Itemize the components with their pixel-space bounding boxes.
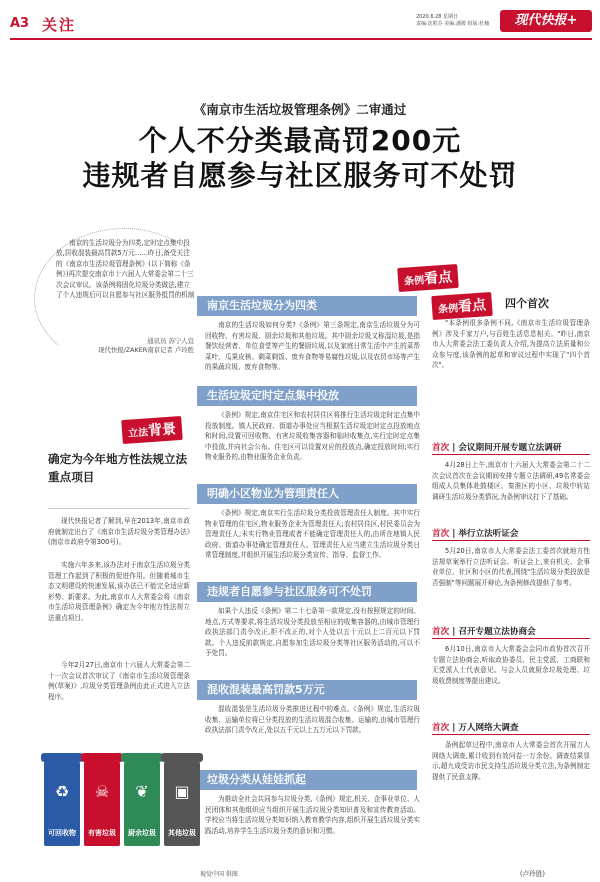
- tag-main: 条例: [437, 303, 459, 316]
- trash-bins-photo: [44, 740, 204, 870]
- credit-correspondent: 通讯员 苏宁人宣: [147, 337, 194, 345]
- tag-sub: 看点: [423, 269, 453, 288]
- summary-text: 南京的生活垃圾分为四类,定时定点集中投放,居收混装最高罚款5万元……昨日,备受关注的《南京市生活垃圾管理条例》(以下简称《条例》)再次提交南京市十六届人大常委会第二十三次会议审议。该条例将固化垃圾分类做法,建立了个人违规后可以自愿参与社区服务抵罚的机制: [56, 239, 195, 300]
- right-column-title: 四个首次: [505, 297, 549, 310]
- section-heading: 垃圾分类从娃娃抓起: [197, 770, 417, 790]
- bin-other: [164, 760, 200, 846]
- first-body: 5月20日,南京市人大常委会法工委首次就地方性法规草案举行立法听证会。听证会上,来自机关、企事业单位、社区和小区的代表,围绕"生活垃圾分类投放是否强制"等问题展开辩论,为条例修改提供了参考。: [432, 547, 590, 587]
- left-heading: 确定为今年地方性法规立法重点项目: [48, 452, 188, 484]
- bin-label: 厨余垃圾: [128, 829, 156, 837]
- headline-kicker: 《南京市生活垃圾管理条例》二审通过: [193, 102, 407, 117]
- first-body: 4月28日上午,南京市十六届人大常委会第二十二次会议首次在会议期间安排专题立法调研,49名常委会组成人员集体赴鼓楼区、秦淮区的小区、垃圾中转站调研生活垃圾分类情况,为条例审议打下了基础。: [432, 461, 590, 501]
- section-name: 关注: [42, 16, 77, 34]
- other-waste-icon: ▣: [174, 782, 190, 801]
- first-heading-text: 万人网络大调查: [458, 723, 519, 733]
- headline-title-line1: 个人不分类最高罚200元: [138, 124, 462, 157]
- bin-recyclable: [44, 760, 80, 846]
- first-heading: 首次 | 召开专题立法协商会: [432, 626, 590, 639]
- first-heading-text: 召开专题立法协商会: [458, 627, 536, 637]
- left-paragraph: 现代快报记者了解到,早在2013年,南京市政府就制定出台了《南京市生活垃圾分类管理办法》(南京市政府令第300号)。: [48, 517, 190, 547]
- credit-reporter: 现代快报/ZAKER南京记者 卢玲胜: [98, 346, 194, 354]
- left-paragraph: 今年2月27日,南京市十六届人大常委会第二十一次会议首次审议了《南京市生活垃圾管理条例(草案)》,垃圾分类管理条例由此正式进入立法程序。: [48, 661, 190, 701]
- header-meta: [416, 14, 489, 28]
- page-code: A3: [10, 16, 30, 31]
- left-divider: [48, 508, 190, 509]
- right-sign: (卢玲胜): [520, 870, 545, 878]
- first-body: 6月10日,南京市人大常委会会同市政协首次召开专题立法协商会,听取政协委员、民主党派、工商联和无党派人士代表意见。与会人员就厨余垃圾处理、垃圾收费制度等提出建议。: [432, 645, 590, 685]
- section-body: 为推动全社会共同参与垃圾分类,《条例》规定,机关、企事业单位、人民团体和其他组织应当组织开展生活垃圾分类知识普及和宣传教育活动。学校应当将生活垃圾分类知识纳入教育教学内容,组织开展生活垃圾分类实践活动,培养学生生活垃圾分类的意识和习惯。: [205, 795, 421, 835]
- first-heading-text: 会议期间开展专题立法调研: [458, 443, 562, 453]
- first-heading: 首次 | 会议期间开展专题立法调研: [432, 442, 590, 455]
- section-body: 南京的生活垃圾如何分类?《条例》第三条规定,南京生活垃圾分为可回收物、有害垃圾、厨余垃圾和其他垃圾。其中厨余垃圾又称湿垃圾,是指餐饮经营者、单位食堂等产生的餐厨垃圾,以及家庭日常生活中产生的菜帮菜叶、瓜果皮核、剩菜剩饭、废弃食物等易腐性垃圾,以及农贸市场等产生的果蔬垃圾、废弃食物等。: [205, 321, 420, 372]
- first-heading-text: 举行立法听证会: [458, 529, 519, 539]
- bin-lid: [121, 753, 163, 762]
- section-body: 《条例》规定,南京住宅区和农村居住区将推行生活垃圾定时定点集中投放制度。镇人民政府、街道办事处应当根据生活垃圾定时定点投放地点和时间,设置可回收物、有害垃圾收集容器和临时收集点,实行定时定点集中投放,并向社会公布。住宅区可以设置对应的投放点,确定投放时间;实行物业服务的,由物业服务企业负责。: [205, 411, 420, 462]
- headline-title-line2: 违规者自愿参与社区服务可不处罚: [82, 159, 518, 192]
- tag-main: 立法: [127, 427, 149, 440]
- section-heading: 混收混装最高罚款5万元: [197, 680, 417, 700]
- first-label: 首次: [432, 529, 450, 539]
- bin-lid: [161, 753, 203, 762]
- section-heading: 违规者自愿参与社区服务可不处罚: [197, 582, 417, 602]
- first-heading: 首次 | 举行立法听证会: [432, 528, 590, 541]
- masthead: [0, 0, 600, 44]
- photo-credit: 视觉中国 供图: [200, 871, 238, 878]
- first-label: 首次: [432, 443, 450, 453]
- first-label: 首次: [432, 627, 450, 637]
- bin-label: 有害垃圾: [88, 829, 116, 837]
- bin-lid: [81, 753, 123, 762]
- section-body: 混收混装是生活垃圾分类推进过程中的难点。《条例》规定,生活垃圾收集、运输单位将已分类投放的生活垃圾混合收集、运输的,由城市管理行政执法部门责令改正,处以五千元以上五万元以下罚款。: [205, 705, 420, 735]
- recycle-icon: ♻: [54, 782, 70, 801]
- section-heading: 生活垃圾定时定点集中投放: [197, 386, 417, 406]
- section-body: 如果个人违反《条例》第二十七条第一款规定,没有按照规定的时间、地点,方式等要求,将生活垃圾分类投放至相应的收集容器的,由城市管理行政执法部门责令改正,拒不改正的,对个人处以五十元以上二百元以下罚款。个人违反前款规定,自愿参加生活垃圾分类等社区服务活动的,可以不予处罚。: [205, 607, 420, 658]
- brand-logo: 现代快报+: [500, 10, 592, 32]
- tag-lifa-beijing: [121, 416, 183, 444]
- tag-tiaoli-kandian-2: [431, 292, 493, 320]
- bin-label: 其他垃圾: [168, 829, 196, 837]
- left-paragraph: 实施六年多来,该办法对于南京生活垃圾分类管理工作起到了积极的促进作用。但随着城市生态文明建设的快速发展,该办法已不能完全适应新形势、新要求。为此,南京市人大常委会将《南京市生活垃圾管理条例》确定为今年地方性法规立法重点项目。: [48, 561, 190, 622]
- bin-kitchen: [124, 760, 160, 846]
- header-rule: [10, 38, 592, 40]
- tag-sub: 看点: [457, 297, 487, 316]
- bin-lid: [41, 753, 83, 762]
- summary-credit: [96, 337, 194, 355]
- section-body: 《条例》规定,南京实行生活垃圾分类投放管理责任人制度。其中实行物业管理的住宅区,物业服务企业为管理责任人;农村居住区,村民委员会为管理责任人;未实行物业管理或者不能确定管理责任人的,由所在地镇人民政府、街道办事处确定管理责任人。管理责任人应当建立生活垃圾分类日常管理制度,并组织开展生活垃圾分类宣传、指导、监督工作。: [205, 509, 420, 560]
- right-intro: "本条例很多条例不同,《南京市生活垃圾管理条例》涉及千家万户,与百姓生活息息相关。"昨日,南京市人大常委会法工委负责人介绍,为提高立法质量和公众参与度,该条例的起草和审议过程中实现了"四个首次"。: [432, 319, 590, 370]
- first-label: 首次: [432, 723, 450, 733]
- bin-hazardous: [84, 760, 120, 846]
- tag-sub: 背景: [147, 421, 177, 440]
- first-body: 条例起草过程中,南京市人大常委会首次开展万人网络大调查,累计收到有效问卷一万余份。调查结果显示,超九成受访市民支持生活垃圾分类立法,为条例制定提供了民意支撑。: [432, 741, 590, 781]
- tag-tiaoli-kandian: [397, 264, 459, 292]
- first-heading: 首次 | 万人网络大调查: [432, 722, 590, 735]
- date-line: 2020.6.28 星期日: [416, 14, 459, 20]
- bin-label: 可回收物: [48, 829, 76, 837]
- tag-main: 条例: [403, 275, 425, 288]
- editor-line: 责编:沈唱芬 美编:潘骏 组版:杜楠: [416, 21, 490, 27]
- hazard-icon: ☠: [94, 782, 110, 801]
- leaf-icon: ❦: [135, 782, 149, 801]
- section-heading: 南京生活垃圾分为四类: [197, 296, 417, 316]
- section-heading: 明确小区物业为管理责任人: [197, 484, 417, 504]
